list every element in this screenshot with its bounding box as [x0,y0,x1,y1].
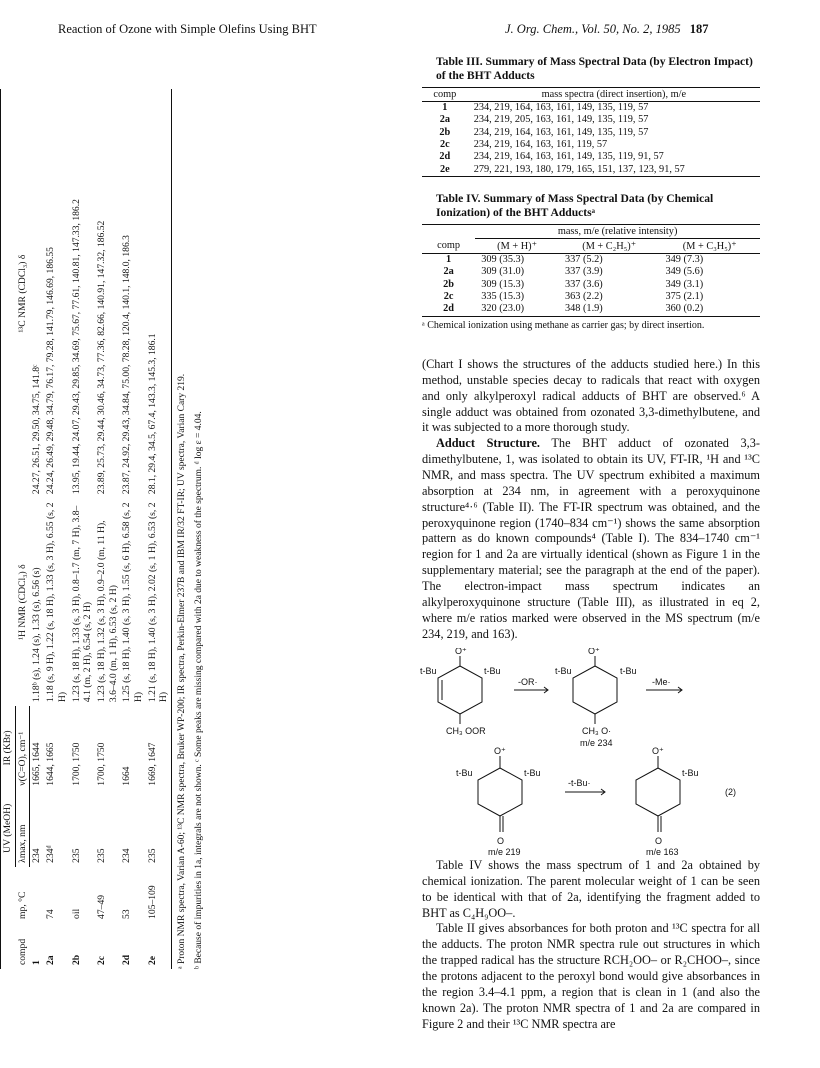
cell-comp: 2d [439,151,451,163]
label-o: O [497,836,505,846]
quinone-ring-2 [573,656,617,724]
cell-mc2: 337 (5.2) [564,253,603,265]
table-2-grid [0,89,172,969]
cell-uv: 234 [31,848,43,863]
table-row [70,89,95,969]
cell-c-nmr: 28.1, 29.4, 34.5, 67.4, 143.3, 145.3, 186.1 [146,89,172,498]
col-ir: ν(C=O), cm⁻¹ [15,706,30,790]
table-3-title: Table III. Summary of Mass Spectral Data (by Electron Impact) of the BHT Adducts [436,55,753,82]
table-row [422,266,760,278]
cell-comp: 2b [439,126,451,138]
label-tbu: t-Bu [420,666,437,676]
label-ch3-o: CH₃ O· [582,726,612,736]
label-tbu: t-Bu [620,666,637,676]
label-o-plus: O⁺ [588,648,600,656]
label-o-plus: O⁺ [652,746,664,756]
cell-mp [30,867,44,923]
label-tbu: t-Bu [555,666,572,676]
running-head-journal [505,22,708,37]
table-row [422,114,760,126]
paragraph-table4: Table IV shows the mass spectrum of 1 and 2a obtained by chemical ionization. The parent molecular weight of 1 can be seen to be identical with that of 2a, identifying the fragment added to BHT as C₄H₉OO–. [422,858,760,920]
cell-ms: 234, 219, 164, 163, 161, 149, 135, 119, 57 [473,101,649,113]
label-m219: m/e 219 [488,847,521,857]
reaction-scheme-eq2 [420,648,765,858]
cell-comp: 1 [442,101,448,113]
col-mh: (M + H)⁺ [475,238,559,253]
table-row [44,89,69,969]
col-mass-spectra: mass spectra (direct insertion), m/e [468,87,760,101]
label-tbu: t-Bu [456,768,473,778]
cell-ir: 1700, 1750 [70,742,82,786]
col-mp: mp, °C [1,867,30,923]
col-mc2: (M + C₂H₅)⁺ [559,238,660,253]
cell-h-nmr: 1.18 (s, 9 H), 1.22 (s, 18 H), 1.33 (s, 3 H), 6.55 (s, 2 H) [45,502,68,703]
col-comp: comp [422,238,475,253]
cell-mc2: 348 (1.9) [559,303,660,316]
cell-c-nmr: 24.24, 26.49, 29.48, 34.79, 76.17, 79.28, 141.79, 146.69, 186.55 [45,247,57,495]
cell-h-nmr: 1.21 (s, 18 H), 1.40 (s, 3 H), 2.02 (s, 1 H), 6.53 (s, 2 H) [146,498,172,706]
cell-comp: 2e [422,164,468,177]
cell-mc3: 349 (7.3) [665,253,704,265]
label-m234: m/e 234 [580,738,613,748]
table-4-grid [422,224,760,317]
label-m163: m/e 163 [646,847,679,857]
cell-mp: oil [70,908,82,919]
cell-uv: 235 [146,790,172,867]
cell-ir: 1700, 1750 [95,742,107,786]
cell-mc2: 363 (2.2) [564,290,603,302]
cell-mh: 309 (15.3) [481,278,525,290]
cell-mc2: 337 (3.6) [564,278,603,290]
cell-mh: 320 (23.0) [475,303,559,316]
cell-mc3: 349 (5.6) [665,266,704,278]
label-o-plus: O⁺ [494,746,506,756]
table-3 [422,55,760,177]
table-2-footnote-b: ᵇ Because of impurities in 1a, integrals are not shown. ᶜ Some peaks are missing compared with 2a due to weakness of the spectrum. ᵈ log ε = 4.04. [194,411,205,969]
table-4 [422,192,760,332]
cell-c-nmr: 24.27, 26.51, 29.50, 34.75, 141.8ᶜ [30,364,42,495]
cell-mp: 105–109 [146,867,172,923]
cell-mh: 309 (35.3) [481,253,525,265]
cell-h-nmr: 1.23 (s, 18 H), 1.32 (s, 3 H), 0.9–2.0 (m, 11 H), 3.6–4.0 (m, 1 H), 6.53 (s, 2 H) [95,520,119,703]
cell-uv: 234ᵈ [45,845,57,863]
body-text-lower [422,858,760,1032]
table-row [95,89,120,969]
table-row [422,279,760,291]
paragraph-chart-intro: (Chart I shows the structures of the adducts studied here.) In this method, unstable species decay to radicals that react with oxygen and only alkylperoxyl radical adducts of BHT are observed.⁶ A single adduct was obtained from ozonated 3,3-dimethylbutene, and it was subjected to a more thorough study. [422,357,760,435]
table-3-grid [422,87,760,177]
cell-c-nmr: 23.87, 24.92, 29.43, 34.84, 75.00, 78.28, 120.4, 140.1, 148.0, 186.3 [121,235,133,495]
cell-ir: 1669, 1647 [146,706,172,790]
journal-volume: Vol. 50, No. 2, 1985 [581,22,681,36]
table-2-footnote-a: ᵃ Proton NMR spectra, Varian A-60; ¹³C NMR spectra, Bruker WP-200; IR spectra, Perkin-Elmer 237B and IBM IR/32 FT-IR; UV spectra, Varian Cary 219. [177,373,188,969]
cell-comp: 2c [439,138,450,150]
label-eq-2: (2) [725,787,736,797]
cell-h-nmr: 1.23 (s, 18 H), 1.33 (s, 3 H), 0.8–1.7 (m, 7 H), 3.8–4.1 (m, 2 H), 6.54 (s, 2 H) [70,505,94,703]
quinone-ring-1 [438,656,482,724]
cell-ms: 234, 219, 164, 163, 161, 149, 135, 119, 91, 57 [473,151,664,163]
journal-name: J. Org. Chem., [505,22,579,36]
table-2 [0,89,427,969]
cell-ir: 1644, 1665 [45,742,57,786]
label-ch3-oor: CH₃ OOR [446,726,486,736]
cell-uv: 235 [95,848,107,863]
col-c-nmr: ¹³C NMR (CDCl₃) δ [1,89,30,498]
cell-ms: 234, 219, 205, 163, 161, 149, 135, 119, 57 [473,114,649,126]
cell-comp: 2c [443,290,454,302]
paragraph-adduct-structure [422,436,760,642]
quinone-ring-4 [636,756,680,832]
table-row [422,303,760,316]
cell-mc2: 337 (3.9) [564,266,603,278]
cell-ms: 234, 219, 164, 163, 161, 119, 57 [473,138,608,150]
cell-mc3: 360 (0.2) [659,303,760,316]
body-text-upper [422,357,760,642]
cell-comp: 2d [422,303,475,316]
table-row [422,101,760,114]
cell-comp: 2a [439,114,450,126]
quinone-ring-3 [478,756,522,832]
cell-comp: 2a [443,266,454,278]
cell-mh: 335 (15.3) [481,290,525,302]
table-row [422,127,760,139]
cell-comp: 1 [30,960,42,965]
cell-uv: 234 [121,848,133,863]
paragraph-adduct-text: The BHT adduct of ozonated 3,3-dimethylbutene, 1, was isolated to obtain its UV, FT-IR, ¹H and ¹³C NMR, and mass spectra. The UV spectrum exhibited a maximum absorption at 234 nm, in agreement with a peroxyquinone structure⁴·⁶ (Table II). The FT-IR spectrum was obtained, and the peroxyquinone region (1740–834 cm⁻¹) shows the same absorption pattern as do known compounds⁴ (Table I). The 834–1740 cm⁻¹ region for 1 and 2a are virtually identical (shown as Figure 1 in the supplementary material; see the paragraph at the end of the paper). The electron-impact mass spectrum indicates an alkylperoxyquinone structure (Table III), as illustrated in eq 2, where m/e ratios marked were observed in the MS spectrum (m/e 234, 219, and 163). [422,436,760,641]
table-row [422,164,760,177]
paragraph-table2: Table II gives absorbances for both proton and ¹³C spectra for all the adducts. The proton NMR spectra rule out structures in which the trapped radical has the structure RCH₂OO– or R₂CHOO–, since the protons adjacent to the peroxyl bond would give absorbances in the region 3.4–4.1 ppm, a region that is clean in 1 (and also the known 2a). The proton NMR spectra of 1 and 2a are compared in Figure 2 and their ¹³C NMR spectra are [422,921,760,1031]
cell-comp: 2c [95,955,107,965]
running-head-title: Reaction of Ozone with Simple Olefins Using BHT [58,22,317,36]
page-number: 187 [689,22,709,36]
cell-comp: 2d [121,954,133,965]
col-uv: λmax, nm [15,790,30,867]
table-row [120,89,145,969]
table-4-footnote: ᵃ Chemical ionization using methane as carrier gas; by direct insertion. [422,319,705,331]
table-4-title: Table IV. Summary of Mass Spectral Data (by Chemical Ionization) of the BHT Adductsᵃ [436,192,714,219]
col-h-nmr: ¹H NMR (CDCl₃) δ [1,498,30,706]
col-ir-group: IR (KBr) [1,706,16,790]
col-group-mass: mass, m/e (relative intensity) [475,224,760,238]
table-row [422,139,760,151]
cell-ms: 279, 221, 193, 180, 179, 165, 151, 137, 123, 91, 57 [468,164,760,177]
cell-comp: 2a [45,955,57,965]
cell-mc3: 349 (3.1) [665,278,704,290]
col-uv-group: UV (MeOH) [1,790,16,867]
table-row [30,89,44,969]
cell-h-nmr: 1.25 (s, 18 H), 1.40 (s, 3 H), 1.55 (s, 6 H), 6.58 (s, 2 H) [121,502,145,703]
cell-ms: 234, 219, 164, 163, 161, 149, 135, 119, 57 [473,126,649,138]
cell-comp: 2b [70,954,82,965]
table-row [422,253,760,266]
cell-ir: 1665, 1644 [31,742,43,786]
label-o: O [655,836,663,846]
cell-h-nmr: 1.18ᵇ (s), 1.24 (s), 1.33 (s), 6.56 (s) [30,567,42,703]
col-compd: compd [1,923,30,969]
cell-mp: 53 [121,909,133,919]
cell-comp: 1 [446,253,452,265]
cell-mp: 47–49 [95,894,107,919]
cell-uv: 235 [70,848,82,863]
label-tbu: t-Bu [484,666,501,676]
cell-mc3: 375 (2.1) [665,290,704,302]
table-row [422,291,760,303]
table-row [422,151,760,163]
cell-mh: 309 (31.0) [481,266,525,278]
cell-comp: 2b [443,278,455,290]
label-minus-tbu: -t-Bu· [568,778,591,788]
section-heading: Adduct Structure. [436,436,540,451]
label-tbu: t-Bu [682,768,699,778]
cell-comp: 2e [146,923,172,969]
cell-mp: 74 [45,909,57,919]
table-2-body [30,89,172,969]
cell-c-nmr: 23.89, 25.73, 29.44, 30.46, 34.73, 77.36, 82.66, 140.91, 147.32, 186.52 [95,220,107,495]
table-row [146,89,172,969]
label-tbu: t-Bu [524,768,541,778]
col-comp: comp [422,87,468,101]
label-o-plus: O⁺ [455,648,467,656]
label-minus-or: -OR· [518,677,538,687]
cell-ir: 1664 [121,766,133,786]
cell-c-nmr: 13.95, 19.44, 24.07, 29.43, 29.85, 34.69, 75.67, 77.61, 140.81, 147.33, 186.2 [70,199,82,495]
col-mc3: (M + C₃H₅)⁺ [659,238,760,253]
label-minus-me: -Me· [652,677,671,687]
